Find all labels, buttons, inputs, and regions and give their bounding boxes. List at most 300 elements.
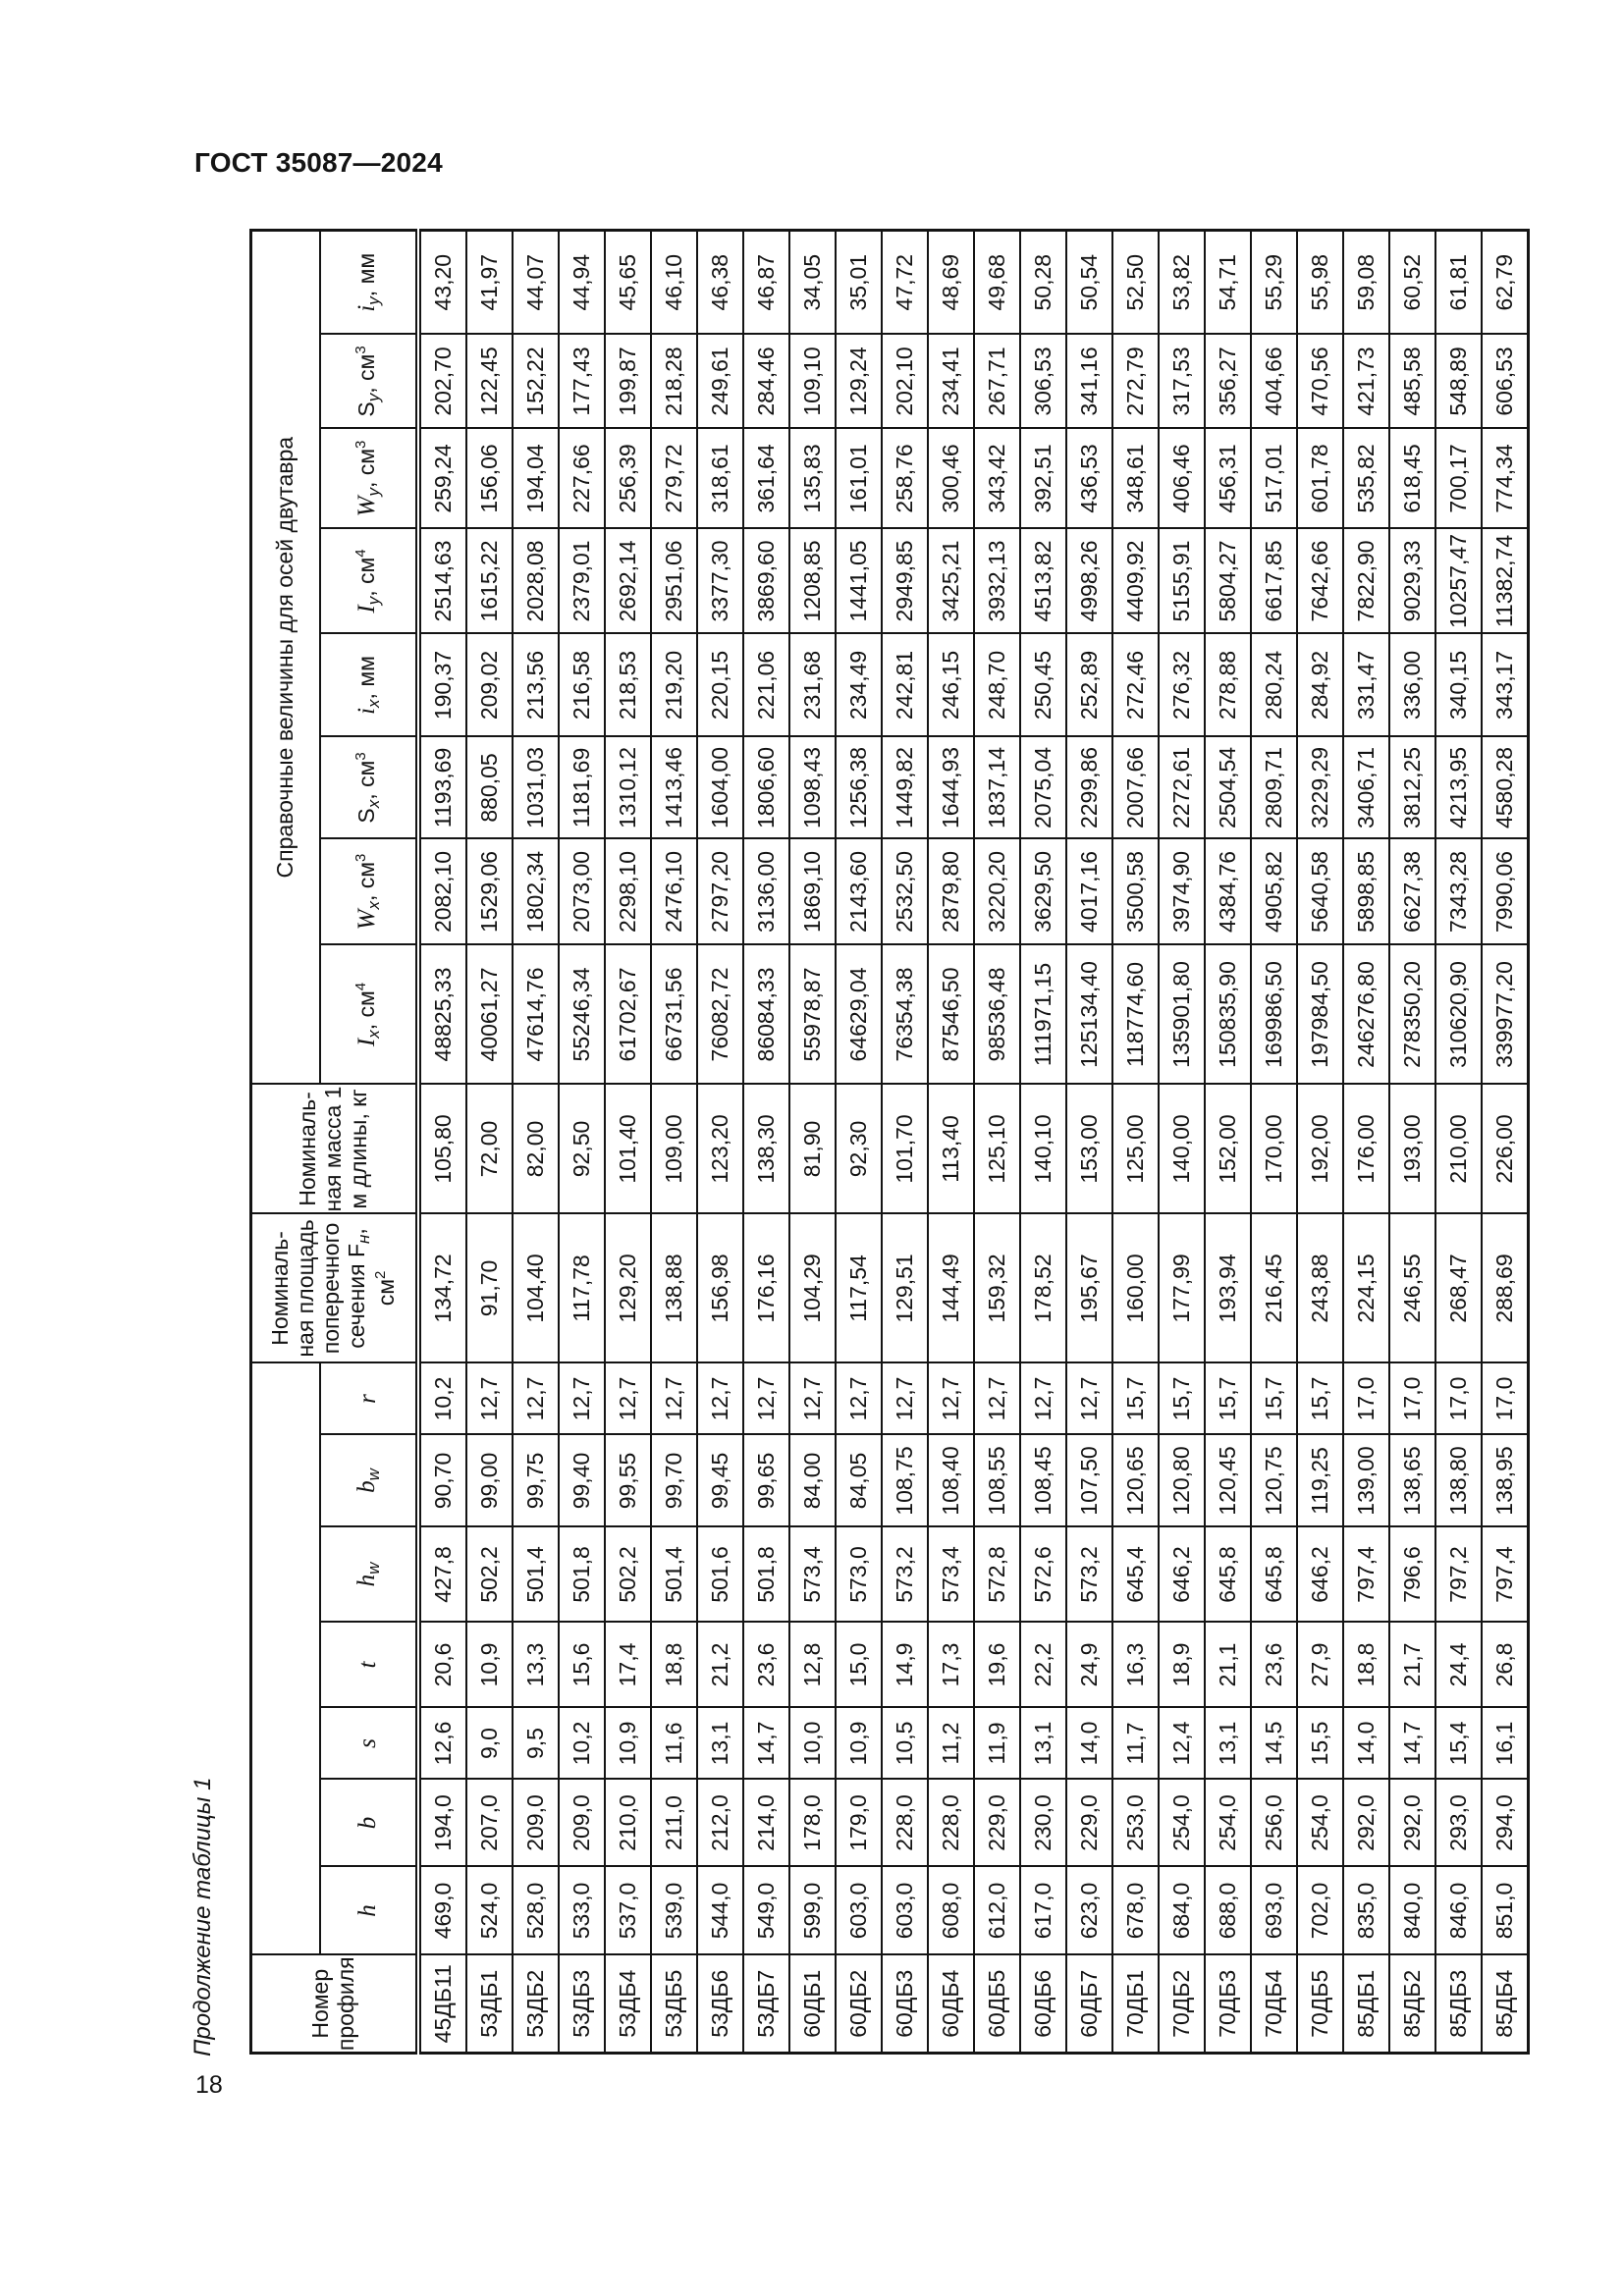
- cell-h: 688,0: [1205, 1867, 1251, 1955]
- cell-bw: 99,45: [697, 1435, 743, 1527]
- table-row: [1159, 230, 1205, 2053]
- cell-b: 254,0: [1205, 1780, 1251, 1867]
- cell-r: 12,7: [513, 1362, 559, 1434]
- cell-profile: 53ДБ6: [697, 1955, 743, 2054]
- cell-area: 193,94: [1205, 1213, 1251, 1362]
- cell-t: 24,9: [1066, 1623, 1112, 1708]
- cell-hw: 501,4: [513, 1527, 559, 1623]
- cell-r: 15,7: [1205, 1362, 1251, 1434]
- cell-profile: 53ДБ2: [513, 1955, 559, 2054]
- cell-ix: 213,56: [513, 633, 559, 736]
- cell-r: 12,7: [743, 1362, 789, 1434]
- cell-b: 292,0: [1343, 1780, 1389, 1867]
- cell-Sx: 4213,95: [1435, 736, 1482, 838]
- header-t: t: [320, 1623, 418, 1708]
- cell-profile: 53ДБ7: [743, 1955, 789, 2054]
- cell-s: 11,6: [651, 1708, 697, 1780]
- cell-hw: 502,2: [466, 1527, 513, 1623]
- cell-h: 539,0: [651, 1867, 697, 1955]
- cell-s: 15,4: [1435, 1708, 1482, 1780]
- cell-Wy: 259,24: [418, 428, 466, 528]
- header-b: b: [320, 1780, 418, 1867]
- header-r: r: [320, 1362, 418, 1434]
- cell-b: 207,0: [466, 1780, 513, 1867]
- header-h: h: [320, 1867, 418, 1955]
- cell-Ix: 111971,15: [1020, 944, 1066, 1084]
- cell-Sx: 2299,86: [1066, 736, 1112, 838]
- cell-hw: 572,8: [974, 1527, 1020, 1623]
- cell-t: 12,8: [789, 1623, 836, 1708]
- cell-t: 15,0: [836, 1623, 882, 1708]
- header-dimensions-group: [251, 1362, 321, 1954]
- cell-ix: 278,88: [1205, 633, 1251, 736]
- cell-Ix: 61702,67: [605, 944, 651, 1084]
- cell-bw: 108,55: [974, 1435, 1020, 1527]
- cell-ix: 250,45: [1020, 633, 1066, 736]
- cell-ix: 218,53: [605, 633, 651, 736]
- cell-t: 13,3: [513, 1623, 559, 1708]
- cell-hw: 573,4: [928, 1527, 974, 1623]
- cell-s: 10,9: [836, 1708, 882, 1780]
- cell-t: 15,6: [559, 1623, 605, 1708]
- cell-b: 209,0: [559, 1780, 605, 1867]
- cell-profile: 70ДБ2: [1159, 1955, 1205, 2054]
- cell-area: 268,47: [1435, 1213, 1482, 1362]
- cell-t: 24,4: [1435, 1623, 1482, 1708]
- cell-r: 12,7: [697, 1362, 743, 1434]
- header-iy: $i_y$, мм: [320, 230, 418, 334]
- cell-b: 210,0: [605, 1780, 651, 1867]
- cell-mass: 152,00: [1205, 1084, 1251, 1213]
- cell-Sy: 284,46: [743, 334, 789, 428]
- cell-profile: 53ДБ1: [466, 1955, 513, 2054]
- cell-h: 851,0: [1482, 1867, 1529, 1955]
- cell-ix: 219,20: [651, 633, 697, 736]
- cell-Sy: 317,53: [1159, 334, 1205, 428]
- cell-area: 156,98: [697, 1213, 743, 1362]
- cell-Sy: 421,73: [1343, 334, 1389, 428]
- cell-area: 160,00: [1112, 1213, 1159, 1362]
- cell-Ix: 87546,50: [928, 944, 974, 1084]
- cell-Wx: 2298,10: [605, 838, 651, 944]
- cell-b: 194,0: [418, 1780, 466, 1867]
- cell-mass: 123,20: [697, 1084, 743, 1213]
- cell-Sx: 1837,14: [974, 736, 1020, 838]
- cell-b: 292,0: [1389, 1780, 1435, 1867]
- cell-t: 27,9: [1297, 1623, 1343, 1708]
- cell-s: 11,7: [1112, 1708, 1159, 1780]
- cell-b: 230,0: [1020, 1780, 1066, 1867]
- cell-s: 14,0: [1343, 1708, 1389, 1780]
- header-hw: $h_w$: [320, 1527, 418, 1623]
- cell-Wy: 161,01: [836, 428, 882, 528]
- cell-Sx: 1193,69: [418, 736, 466, 838]
- cell-ix: 242,81: [882, 633, 928, 736]
- cell-ix: 248,70: [974, 633, 1020, 736]
- table-row: [974, 230, 1020, 2053]
- table-row: [882, 230, 928, 2053]
- cell-bw: 138,65: [1389, 1435, 1435, 1527]
- cell-r: 12,7: [928, 1362, 974, 1434]
- cell-s: 16,1: [1482, 1708, 1529, 1780]
- table-row: [1389, 230, 1435, 2053]
- cell-hw: 797,4: [1343, 1527, 1389, 1623]
- cell-Iy: 2692,14: [605, 528, 651, 633]
- cell-Sy: 202,10: [882, 334, 928, 428]
- cell-bw: 84,05: [836, 1435, 882, 1527]
- cell-iy: 50,54: [1066, 230, 1112, 334]
- cell-Wx: 4017,16: [1066, 838, 1112, 944]
- header-Iy: $I_y$, $см^4$: [320, 528, 418, 633]
- cell-Sx: 1310,12: [605, 736, 651, 838]
- cell-ix: 336,00: [1389, 633, 1435, 736]
- cell-profile: 70ДБ3: [1205, 1955, 1251, 2054]
- cell-Iy: 2949,85: [882, 528, 928, 633]
- cell-profile: 70ДБ1: [1112, 1955, 1159, 2054]
- cell-bw: 120,80: [1159, 1435, 1205, 1527]
- cell-bw: 99,55: [605, 1435, 651, 1527]
- cell-h: 537,0: [605, 1867, 651, 1955]
- cell-r: 15,7: [1297, 1362, 1343, 1434]
- cell-Wy: 406,46: [1159, 428, 1205, 528]
- cell-b: 228,0: [882, 1780, 928, 1867]
- cell-b: 294,0: [1482, 1780, 1529, 1867]
- cell-s: 10,5: [882, 1708, 928, 1780]
- cell-Sy: 272,79: [1112, 334, 1159, 428]
- cell-hw: 573,4: [789, 1527, 836, 1623]
- cell-mass: 101,40: [605, 1084, 651, 1213]
- cell-iy: 54,71: [1205, 230, 1251, 334]
- cell-ix: 190,37: [418, 633, 466, 736]
- cell-Wx: 3136,00: [743, 838, 789, 944]
- cell-Wx: 1529,06: [466, 838, 513, 944]
- cell-iy: 43,20: [418, 230, 466, 334]
- cell-Wx: 3629,50: [1020, 838, 1066, 944]
- cell-bw: 99,75: [513, 1435, 559, 1527]
- cell-area: 104,40: [513, 1213, 559, 1362]
- cell-hw: 573,2: [1066, 1527, 1112, 1623]
- cell-area: 117,78: [559, 1213, 605, 1362]
- cell-mass: 125,00: [1112, 1084, 1159, 1213]
- cell-Wx: 6627,38: [1389, 838, 1435, 944]
- cell-Wx: 4905,82: [1251, 838, 1297, 944]
- cell-Wy: 618,45: [1389, 428, 1435, 528]
- cell-Wy: 343,42: [974, 428, 1020, 528]
- cell-b: 211,0: [651, 1780, 697, 1867]
- cell-Sx: 1031,03: [513, 736, 559, 838]
- cell-s: 12,6: [418, 1708, 466, 1780]
- cell-Wx: 5898,85: [1343, 838, 1389, 944]
- cell-h: 549,0: [743, 1867, 789, 1955]
- cell-s: 14,5: [1251, 1708, 1297, 1780]
- cell-hw: 501,8: [559, 1527, 605, 1623]
- cell-Wy: 318,61: [697, 428, 743, 528]
- header-ix: $i_x$, мм: [320, 633, 418, 736]
- cell-iy: 34,05: [789, 230, 836, 334]
- cell-profile: 60ДБ4: [928, 1955, 974, 2054]
- cell-hw: 797,4: [1482, 1527, 1529, 1623]
- cell-Iy: 1615,22: [466, 528, 513, 633]
- cell-Ix: 76082,72: [697, 944, 743, 1084]
- cell-s: 10,9: [605, 1708, 651, 1780]
- cell-Wx: 3974,90: [1159, 838, 1205, 944]
- cell-s: 13,1: [1020, 1708, 1066, 1780]
- cell-Ix: 125134,40: [1066, 944, 1112, 1084]
- cell-bw: 99,70: [651, 1435, 697, 1527]
- cell-profile: 60ДБ3: [882, 1955, 928, 2054]
- cell-Sx: 1806,60: [743, 736, 789, 838]
- cell-s: 12,4: [1159, 1708, 1205, 1780]
- cell-Ix: 47614,76: [513, 944, 559, 1084]
- cell-Ix: 135901,80: [1159, 944, 1205, 1084]
- cell-area: 138,88: [651, 1213, 697, 1362]
- cell-iy: 46,10: [651, 230, 697, 334]
- cell-area: 176,16: [743, 1213, 789, 1362]
- cell-hw: 646,2: [1159, 1527, 1205, 1623]
- cell-Ix: 76354,38: [882, 944, 928, 1084]
- cell-h: 608,0: [928, 1867, 974, 1955]
- cell-Iy: 2028,08: [513, 528, 559, 633]
- cell-mass: 170,00: [1251, 1084, 1297, 1213]
- table-row: [1435, 230, 1482, 2053]
- cell-Ix: 40061,27: [466, 944, 513, 1084]
- cell-b: 253,0: [1112, 1780, 1159, 1867]
- cell-iy: 59,08: [1343, 230, 1389, 334]
- cell-profile: 60ДБ7: [1066, 1955, 1112, 2054]
- cell-s: 11,2: [928, 1708, 974, 1780]
- cell-bw: 99,00: [466, 1435, 513, 1527]
- cell-Wy: 279,72: [651, 428, 697, 528]
- cell-ix: 280,24: [1251, 633, 1297, 736]
- cell-iy: 47,72: [882, 230, 928, 334]
- cell-iy: 45,65: [605, 230, 651, 334]
- cell-t: 17,3: [928, 1623, 974, 1708]
- cell-Ix: 98536,48: [974, 944, 1020, 1084]
- cell-Wy: 517,01: [1251, 428, 1297, 528]
- cell-Ix: 66731,56: [651, 944, 697, 1084]
- cell-s: 15,5: [1297, 1708, 1343, 1780]
- cell-h: 617,0: [1020, 1867, 1066, 1955]
- cell-mass: 138,30: [743, 1084, 789, 1213]
- cell-Wx: 1869,10: [789, 838, 836, 944]
- table-row: [1020, 230, 1066, 2053]
- table-row: [1482, 230, 1529, 2053]
- cell-Ix: 118774,60: [1112, 944, 1159, 1084]
- cell-Sy: 606,53: [1482, 334, 1529, 428]
- cell-profile: 85ДБ3: [1435, 1955, 1482, 2054]
- cell-s: 13,1: [1205, 1708, 1251, 1780]
- cell-mass: 105,80: [418, 1084, 466, 1213]
- cell-bw: 99,65: [743, 1435, 789, 1527]
- cell-hw: 797,2: [1435, 1527, 1482, 1623]
- cell-h: 684,0: [1159, 1867, 1205, 1955]
- cell-ix: 234,49: [836, 633, 882, 736]
- table-row: [1251, 230, 1297, 2053]
- cell-area: 195,67: [1066, 1213, 1112, 1362]
- cell-Wx: 7990,06: [1482, 838, 1529, 944]
- cell-r: 12,7: [605, 1362, 651, 1434]
- cell-r: 10,2: [418, 1362, 466, 1434]
- cell-h: 840,0: [1389, 1867, 1435, 1955]
- cell-b: 228,0: [928, 1780, 974, 1867]
- cell-b: 229,0: [974, 1780, 1020, 1867]
- cell-area: 177,99: [1159, 1213, 1205, 1362]
- cell-Wx: 2143,60: [836, 838, 882, 944]
- cell-mass: 153,00: [1066, 1084, 1112, 1213]
- cell-t: 20,6: [418, 1623, 466, 1708]
- cell-h: 599,0: [789, 1867, 836, 1955]
- cell-s: 14,7: [743, 1708, 789, 1780]
- cell-Sx: 2007,66: [1112, 736, 1159, 838]
- cell-Sx: 2809,71: [1251, 736, 1297, 838]
- cell-Wx: 2082,10: [418, 838, 466, 944]
- cell-mass: 192,00: [1297, 1084, 1343, 1213]
- cell-Sy: 341,16: [1066, 334, 1112, 428]
- cell-area: 104,29: [789, 1213, 836, 1362]
- cell-Sy: 109,10: [789, 334, 836, 428]
- cell-h: 612,0: [974, 1867, 1020, 1955]
- cell-bw: 90,70: [418, 1435, 466, 1527]
- cell-Sy: 306,53: [1020, 334, 1066, 428]
- cell-profile: 53ДБ4: [605, 1955, 651, 2054]
- cell-r: 12,7: [651, 1362, 697, 1434]
- cell-b: 229,0: [1066, 1780, 1112, 1867]
- cell-Sx: 3812,25: [1389, 736, 1435, 838]
- cell-r: 12,7: [1020, 1362, 1066, 1434]
- cell-iy: 50,28: [1020, 230, 1066, 334]
- cell-b: 254,0: [1159, 1780, 1205, 1867]
- cell-Wy: 700,17: [1435, 428, 1482, 528]
- header-Wy: $W_y$, $см^3$: [320, 428, 418, 528]
- cell-bw: 108,45: [1020, 1435, 1066, 1527]
- cell-hw: 572,6: [1020, 1527, 1066, 1623]
- cell-ix: 276,32: [1159, 633, 1205, 736]
- cell-Sy: 177,43: [559, 334, 605, 428]
- cell-t: 16,3: [1112, 1623, 1159, 1708]
- cell-mass: 101,70: [882, 1084, 928, 1213]
- cell-t: 18,8: [651, 1623, 697, 1708]
- cell-t: 26,8: [1482, 1623, 1529, 1708]
- cell-Sy: 485,58: [1389, 334, 1435, 428]
- cell-b: 209,0: [513, 1780, 559, 1867]
- cell-mass: 140,00: [1159, 1084, 1205, 1213]
- table-body: [418, 230, 1529, 2053]
- cell-Sx: 3229,29: [1297, 736, 1343, 838]
- cell-ix: 252,89: [1066, 633, 1112, 736]
- cell-r: 12,7: [559, 1362, 605, 1434]
- cell-Sy: 152,22: [513, 334, 559, 428]
- table-row: [1205, 230, 1251, 2053]
- cell-mass: 72,00: [466, 1084, 513, 1213]
- cell-Sy: 218,28: [651, 334, 697, 428]
- cell-Wx: 7343,28: [1435, 838, 1482, 944]
- cell-Iy: 7822,90: [1343, 528, 1389, 633]
- cell-area: 91,70: [466, 1213, 513, 1362]
- cell-Sx: 880,05: [466, 736, 513, 838]
- table-row: [418, 230, 466, 2053]
- cell-h: 528,0: [513, 1867, 559, 1955]
- cell-profile: 60ДБ5: [974, 1955, 1020, 2054]
- cell-bw: 138,95: [1482, 1435, 1529, 1527]
- cell-Iy: 6617,85: [1251, 528, 1297, 633]
- cell-area: 246,55: [1389, 1213, 1435, 1362]
- table-row: [1112, 230, 1159, 2053]
- table-row: [651, 230, 697, 2053]
- cell-b: 179,0: [836, 1780, 882, 1867]
- cell-t: 21,7: [1389, 1623, 1435, 1708]
- cell-Wy: 135,83: [789, 428, 836, 528]
- cell-Sx: 1413,46: [651, 736, 697, 838]
- header-nominal-area: Номиналь-ная площадь поперечного сечения $F_н$, $см^2$: [251, 1213, 419, 1362]
- cell-Sy: 199,87: [605, 334, 651, 428]
- table-row: [466, 230, 513, 2053]
- cell-h: 469,0: [418, 1867, 466, 1955]
- cell-hw: 645,8: [1205, 1527, 1251, 1623]
- cell-mass: 109,00: [651, 1084, 697, 1213]
- cell-mass: 92,30: [836, 1084, 882, 1213]
- cell-Wy: 300,46: [928, 428, 974, 528]
- cell-bw: 120,45: [1205, 1435, 1251, 1527]
- cell-Ix: 169986,50: [1251, 944, 1297, 1084]
- header-profile-number: Номер профиля: [251, 1955, 419, 2054]
- cell-ix: 284,92: [1297, 633, 1343, 736]
- cell-bw: 99,40: [559, 1435, 605, 1527]
- cell-Wy: 227,66: [559, 428, 605, 528]
- cell-Wx: 3500,58: [1112, 838, 1159, 944]
- cell-Ix: 55246,34: [559, 944, 605, 1084]
- cell-r: 17,0: [1343, 1362, 1389, 1434]
- cell-h: 533,0: [559, 1867, 605, 1955]
- cell-ix: 272,46: [1112, 633, 1159, 736]
- cell-Iy: 5804,27: [1205, 528, 1251, 633]
- table-row: [1297, 230, 1343, 2053]
- cell-h: 835,0: [1343, 1867, 1389, 1955]
- cell-s: 9,0: [466, 1708, 513, 1780]
- cell-b: 178,0: [789, 1780, 836, 1867]
- cell-h: 544,0: [697, 1867, 743, 1955]
- beam-profile-table: [249, 229, 1530, 2055]
- cell-hw: 645,4: [1112, 1527, 1159, 1623]
- cell-area: 134,72: [418, 1213, 466, 1362]
- cell-area: 243,88: [1297, 1213, 1343, 1362]
- cell-ix: 343,17: [1482, 633, 1529, 736]
- cell-Sy: 129,24: [836, 334, 882, 428]
- cell-mass: 193,00: [1389, 1084, 1435, 1213]
- cell-s: 14,0: [1066, 1708, 1112, 1780]
- cell-Wy: 348,61: [1112, 428, 1159, 528]
- table-row: [928, 230, 974, 2053]
- cell-Iy: 3932,13: [974, 528, 1020, 633]
- cell-ix: 216,58: [559, 633, 605, 736]
- cell-Wy: 361,64: [743, 428, 789, 528]
- cell-iy: 55,98: [1297, 230, 1343, 334]
- cell-profile: 60ДБ1: [789, 1955, 836, 2054]
- cell-iy: 49,68: [974, 230, 1020, 334]
- page-number: 18: [195, 2071, 223, 2099]
- cell-Wy: 392,51: [1020, 428, 1066, 528]
- cell-Sx: 1644,93: [928, 736, 974, 838]
- cell-mass: 113,40: [928, 1084, 974, 1213]
- cell-bw: 138,80: [1435, 1435, 1482, 1527]
- cell-area: 129,20: [605, 1213, 651, 1362]
- cell-Wx: 5640,58: [1297, 838, 1343, 944]
- header-Sx: $S_x$, $см^3$: [320, 736, 418, 838]
- cell-ix: 220,15: [697, 633, 743, 736]
- cell-iy: 60,52: [1389, 230, 1435, 334]
- cell-r: 12,7: [466, 1362, 513, 1434]
- cell-h: 524,0: [466, 1867, 513, 1955]
- table-row: [1066, 230, 1112, 2053]
